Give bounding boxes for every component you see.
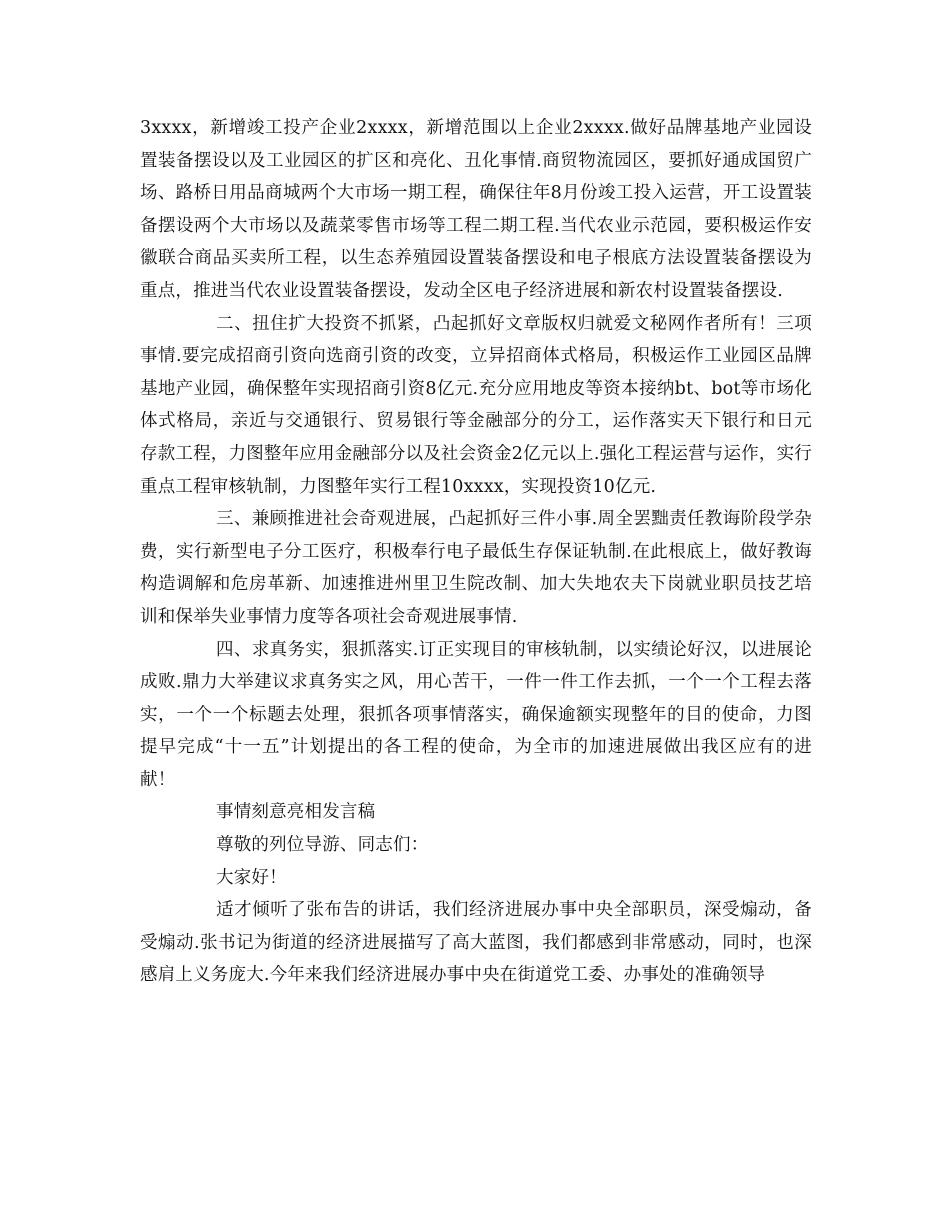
paragraph-continuation: 3xxxx，新增竣工投产企业2xxxx，新增范围以上企业2xxxx.做好品牌基地产业园设置装备摆设以及工业园区的扩区和亮化、丑化事情.商贸物流园区，要抓好通成国贸广场、路桥日用品商城两个大市场一期工程，确保往年8月份竣工投入运营，开工设置装备摆设两个大市场以及蔬菜零售市场等工程二期工程.当代农业示范园，要积极运作安徽联合商品买卖所工程，以生态养殖园设置装备摆设和电子根底方法设置装备摆设为重点，推进当代农业设置装备摆设，发动全区电子经济进展和新农村设置装备摆设.	[140, 118, 812, 301]
paragraph-section-two: 二、扭住扩大投资不抓紧，凸起抓好文章版权归就爱文秘网作者所有！三项事情.要完成招商引资向选商引资的改变，立异招商体式格局，积极运作工业园区品牌基地产业园，确保整年实现招商引资8亿元.充分应用地皮等资本接纳bt、bot等市场化体式格局，亲近与交通银行、贸易银行等金融部分的分工，运作落实天下银行和日元存款工程，力图整年应用金融部分以及社会资金2亿元以上.强化工程运营与运作，实行重点工程审核轨制，力图整年实行工程10xxxx，实现投资10亿元.	[140, 313, 812, 497]
speech-title: 事情刻意亮相发言稿	[216, 802, 376, 823]
paragraph-section-three: 三、兼顾推进社会奇观进展，凸起抓好三件小事.周全罢黜责任教诲阶段学杂费，实行新型电子分工医疗，积极奉行电子最低生存保证轨制.在此根底上，做好教诲构造调解和危房革新、加速推进州里卫生院改制、加大失地农夫下岗就业职员技艺培训和保举失业事情力度等各项社会奇观进展事情.	[140, 509, 812, 627]
paragraph-speech-body: 适才倾听了张布告的讲话，我们经济进展办事中央全部职员，深受煽动，备受煽动.张书记为街道的经济进展描写了高大蓝图，我们都感到非常感动，同时，也深感肩上义务庞大.今年来我们经济进展办事中央在街道党工委、办事处的准确领导	[140, 900, 812, 986]
document-body	[140, 112, 812, 992]
greeting: 大家好！	[216, 867, 287, 888]
paragraph-section-four: 四、求真务实，狠抓落实.订正实现目的审核轨制，以实绩论好汉，以进展论成败.鼎力大举建议求真务实之风，用心苦干，一件一件工作去抓，一个一个工程去落实，一个一个标题去处理，狠抓各项事情落实，确保逾额实现整年的目的使命，力图提早完成“十一五”计划提出的各工程的使命，为全市的加速进展做出我区应有的进献！	[140, 639, 812, 790]
salutation: 尊敬的列位导游、同志们：	[216, 835, 429, 856]
